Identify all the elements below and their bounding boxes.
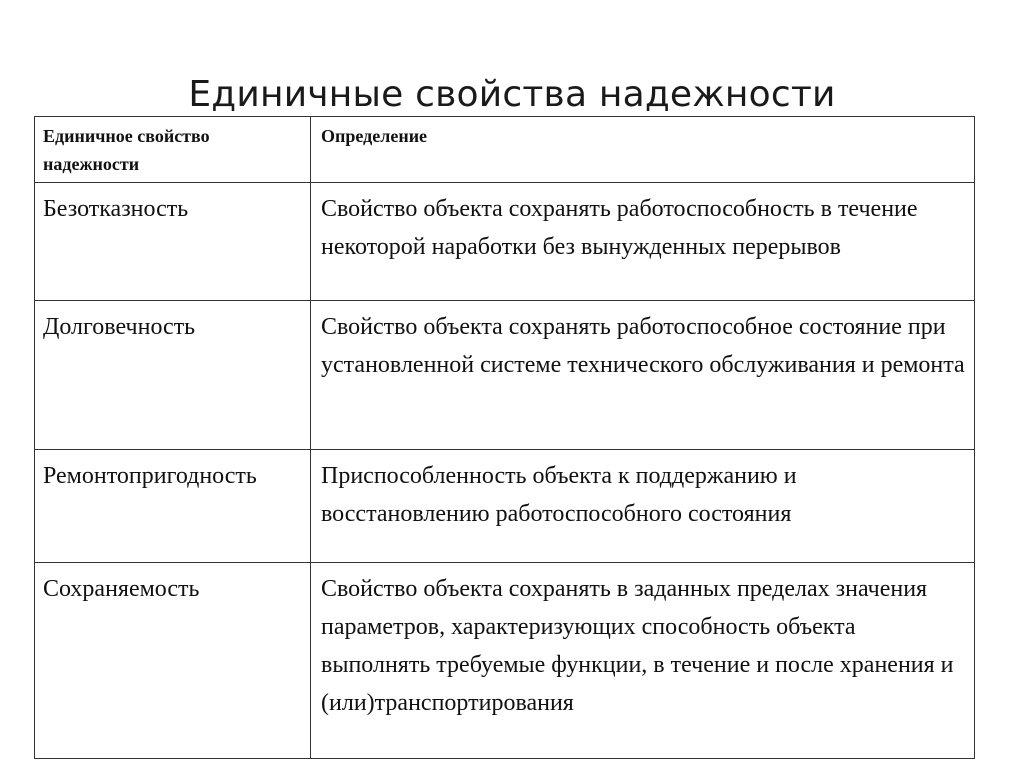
- table-header-row: [35, 117, 975, 183]
- property-definition: Свойство объекта сохранять работоспособное состояние при установленной системе технического обслуживания и ремонта: [321, 314, 965, 378]
- table-row: [35, 183, 975, 301]
- header-cell-property: [35, 117, 311, 183]
- property-name: Сохраняемость: [43, 576, 200, 602]
- table-row: [35, 563, 975, 759]
- property-cell: [35, 301, 311, 450]
- property-definition: Свойство объекта сохранять в заданных пределах значения параметров, характеризующих способность объекта выполнять требуемые функции, в течение и после хранения и (или)транспортирования: [321, 576, 954, 716]
- definition-cell: [311, 563, 975, 759]
- property-cell: [35, 450, 311, 563]
- header-cell-definition: [311, 117, 975, 183]
- definition-cell: [311, 301, 975, 450]
- reliability-properties-table: [34, 116, 975, 759]
- property-definition: Приспособленность объекта к поддержанию и восстановлению работоспособного состояния: [321, 463, 797, 527]
- property-name: Долговечность: [43, 314, 196, 340]
- property-cell: [35, 563, 311, 759]
- table-row: [35, 301, 975, 450]
- table-row: [35, 450, 975, 563]
- definition-cell: [311, 183, 975, 301]
- property-definition: Свойство объекта сохранять работоспособность в течение некоторой наработки без вынужденных перерывов: [321, 196, 918, 260]
- property-name: Ремонтопригодность: [43, 463, 257, 489]
- definition-cell: [311, 450, 975, 563]
- slide-title: Единичные свойства надежности: [188, 74, 836, 115]
- header-property-label: Единичное свойство надежности: [43, 126, 210, 174]
- property-name: Безотказность: [43, 196, 189, 222]
- header-definition-label: Определение: [321, 126, 428, 146]
- property-cell: [35, 183, 311, 301]
